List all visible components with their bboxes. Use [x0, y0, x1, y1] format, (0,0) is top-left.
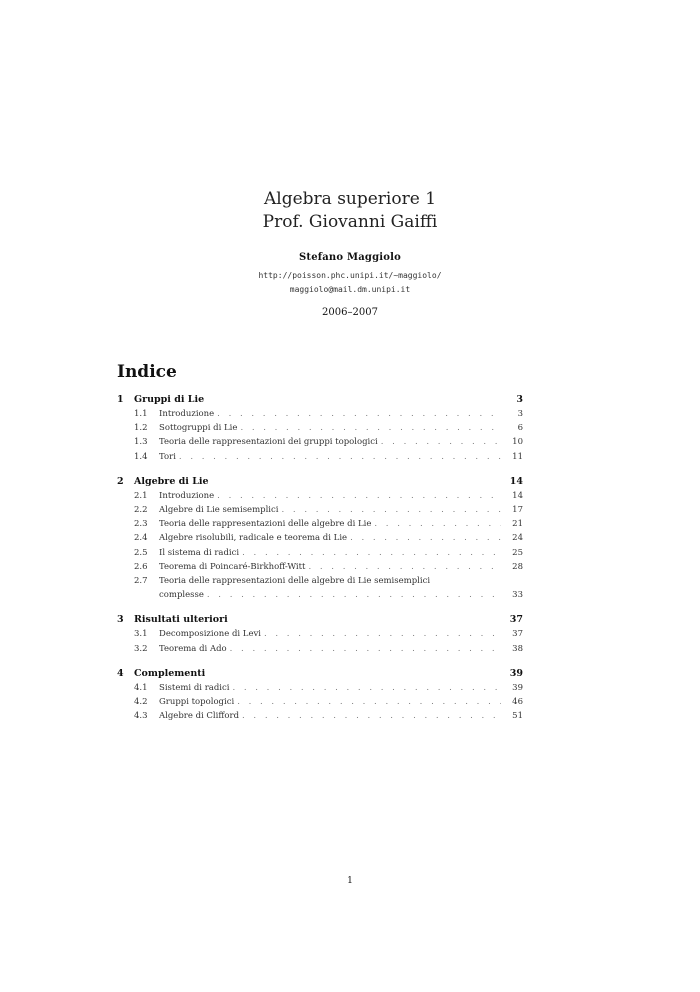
toc-chapter — [117, 613, 523, 655]
toc-section-entry[interactable] — [117, 503, 523, 517]
dot-leader — [347, 531, 501, 545]
section-page: 46 — [512, 697, 523, 708]
section-page: 38 — [512, 643, 523, 654]
section-page: 33 — [512, 590, 523, 601]
section-number: 2.7 — [134, 576, 148, 587]
section-title: Teorema di Ado — [159, 643, 227, 654]
dot-leader — [239, 546, 501, 560]
dot-leader — [279, 503, 501, 517]
section-title: Algebre risolubili, radicale e teorema di Lie — [159, 533, 348, 544]
toc-section-entry[interactable] — [117, 574, 523, 588]
section-title: Algebre di Clifford — [159, 711, 240, 722]
section-title: Il sistema di radici — [159, 547, 240, 558]
toc-section-entry[interactable] — [117, 681, 523, 695]
toc-heading: Indice — [117, 362, 177, 382]
toc-section-entry[interactable] — [117, 695, 523, 709]
chapter-number: 2 — [117, 475, 124, 487]
author-email[interactable]: maggiolo@mail.dm.unipi.it — [289, 285, 411, 294]
toc-chapter — [117, 393, 523, 464]
section-title: Teorema di Poincaré-Birkhoff-Witt — [159, 561, 306, 572]
section-title: Introduzione — [159, 409, 215, 419]
table-of-contents — [117, 362, 523, 723]
toc-section-entry[interactable] — [117, 560, 523, 574]
section-number: 4.1 — [134, 682, 148, 693]
section-number: 3.1 — [134, 629, 148, 640]
document-subtitle: Prof. Giovanni Gaiffi — [262, 212, 438, 232]
toc-chapter — [117, 667, 523, 724]
toc-section-entry[interactable] — [117, 450, 523, 464]
toc-section-entry[interactable] — [117, 531, 523, 545]
chapter-page: 3 — [516, 394, 523, 405]
section-page: 25 — [512, 547, 523, 558]
section-number: 2.3 — [134, 519, 148, 530]
chapter-title: Algebre di Lie — [134, 475, 209, 487]
dot-leader — [371, 517, 501, 531]
toc-chapter-entry[interactable] — [117, 613, 523, 627]
section-page: 17 — [512, 505, 523, 516]
toc-section-entry[interactable] — [117, 421, 523, 435]
toc-section-entry[interactable] — [117, 642, 523, 656]
section-page: 24 — [512, 533, 523, 544]
dot-leader — [227, 642, 501, 656]
toc-chapter — [117, 475, 523, 603]
toc-section-entry[interactable] — [117, 709, 523, 723]
section-page: 11 — [512, 451, 523, 462]
chapter-title: Risultati ulteriori — [134, 614, 228, 626]
toc-section-entry-continued[interactable] — [117, 588, 523, 602]
section-number: 4.2 — [134, 697, 148, 708]
section-number: 2.6 — [134, 561, 148, 572]
section-title: Introduzione — [159, 490, 215, 501]
chapter-page: 37 — [509, 614, 523, 626]
section-page: 39 — [512, 682, 523, 693]
chapter-number: 3 — [117, 614, 124, 626]
dot-leader — [214, 407, 501, 421]
section-page: 51 — [512, 711, 523, 722]
section-number: 1.2 — [134, 423, 148, 434]
page-number: 1 — [347, 876, 353, 886]
toc-section-entry[interactable] — [117, 546, 523, 560]
chapter-number: 4 — [117, 667, 124, 679]
section-title: Sistemi di radici — [159, 682, 230, 693]
toc-section-entry[interactable] — [117, 627, 523, 641]
toc-section-entry[interactable] — [117, 407, 523, 421]
section-page: 37 — [512, 629, 523, 640]
toc-chapter-entry[interactable] — [117, 667, 523, 681]
chapter-page: 14 — [509, 475, 523, 487]
dot-leader — [214, 489, 501, 503]
section-number: 1.4 — [134, 451, 148, 462]
section-title: Sottogruppi di Lie — [159, 423, 238, 434]
section-title: Tori — [159, 451, 176, 462]
dot-leader — [204, 588, 501, 602]
section-title: Algebre di Lie semisemplici — [159, 505, 279, 516]
section-page: 28 — [512, 561, 523, 572]
dot-leader — [234, 695, 501, 709]
chapter-title: Complementi — [134, 667, 206, 679]
section-number: 1.1 — [134, 409, 148, 419]
author-name: Stefano Maggiolo — [298, 252, 402, 263]
dot-leader — [378, 435, 501, 449]
section-number: 2.5 — [134, 547, 148, 558]
section-number: 4.3 — [134, 711, 148, 722]
dot-leader — [261, 627, 501, 641]
dot-leader — [229, 681, 501, 695]
section-number: 2.1 — [134, 490, 148, 501]
dot-leader — [176, 450, 501, 464]
dot-leader — [305, 560, 501, 574]
section-number: 2.4 — [134, 533, 148, 544]
dot-leader — [239, 709, 501, 723]
section-title: Teoria delle rappresentazioni dei gruppi topologici — [159, 437, 378, 448]
section-page: 6 — [517, 423, 523, 434]
document-title: Algebra superiore 1 — [263, 189, 437, 209]
section-page: 3 — [517, 409, 523, 419]
section-number: 3.2 — [134, 643, 148, 654]
section-page: 14 — [512, 490, 523, 501]
section-title: Teoria delle rappresentazioni delle algebre di Lie semisemplici — [159, 576, 431, 587]
toc-section-entry[interactable] — [117, 517, 523, 531]
section-page: 10 — [512, 437, 523, 448]
toc-section-entry[interactable] — [117, 489, 523, 503]
academic-year: 2006–2007 — [322, 307, 378, 318]
dot-leader — [237, 421, 501, 435]
section-title: Teoria delle rappresentazioni delle algebre di Lie — [159, 519, 372, 530]
section-number: 2.2 — [134, 505, 148, 516]
toc-section-entry[interactable] — [117, 435, 523, 449]
section-title-continued: complesse — [159, 590, 204, 601]
section-page: 21 — [512, 519, 523, 530]
section-title: Decomposizione di Levi — [159, 629, 261, 640]
chapter-title: Gruppi di Lie — [134, 394, 205, 405]
section-title: Gruppi topologici — [159, 697, 235, 708]
title-block — [0, 188, 700, 318]
chapter-page: 39 — [509, 667, 523, 679]
chapter-number: 1 — [117, 394, 124, 405]
author-url[interactable]: http://poisson.phc.unipi.it/~maggiolo/ — [258, 271, 442, 280]
section-number: 1.3 — [134, 437, 148, 448]
toc-chapter-entry[interactable] — [117, 475, 523, 489]
toc-chapter-entry[interactable] — [117, 393, 523, 407]
